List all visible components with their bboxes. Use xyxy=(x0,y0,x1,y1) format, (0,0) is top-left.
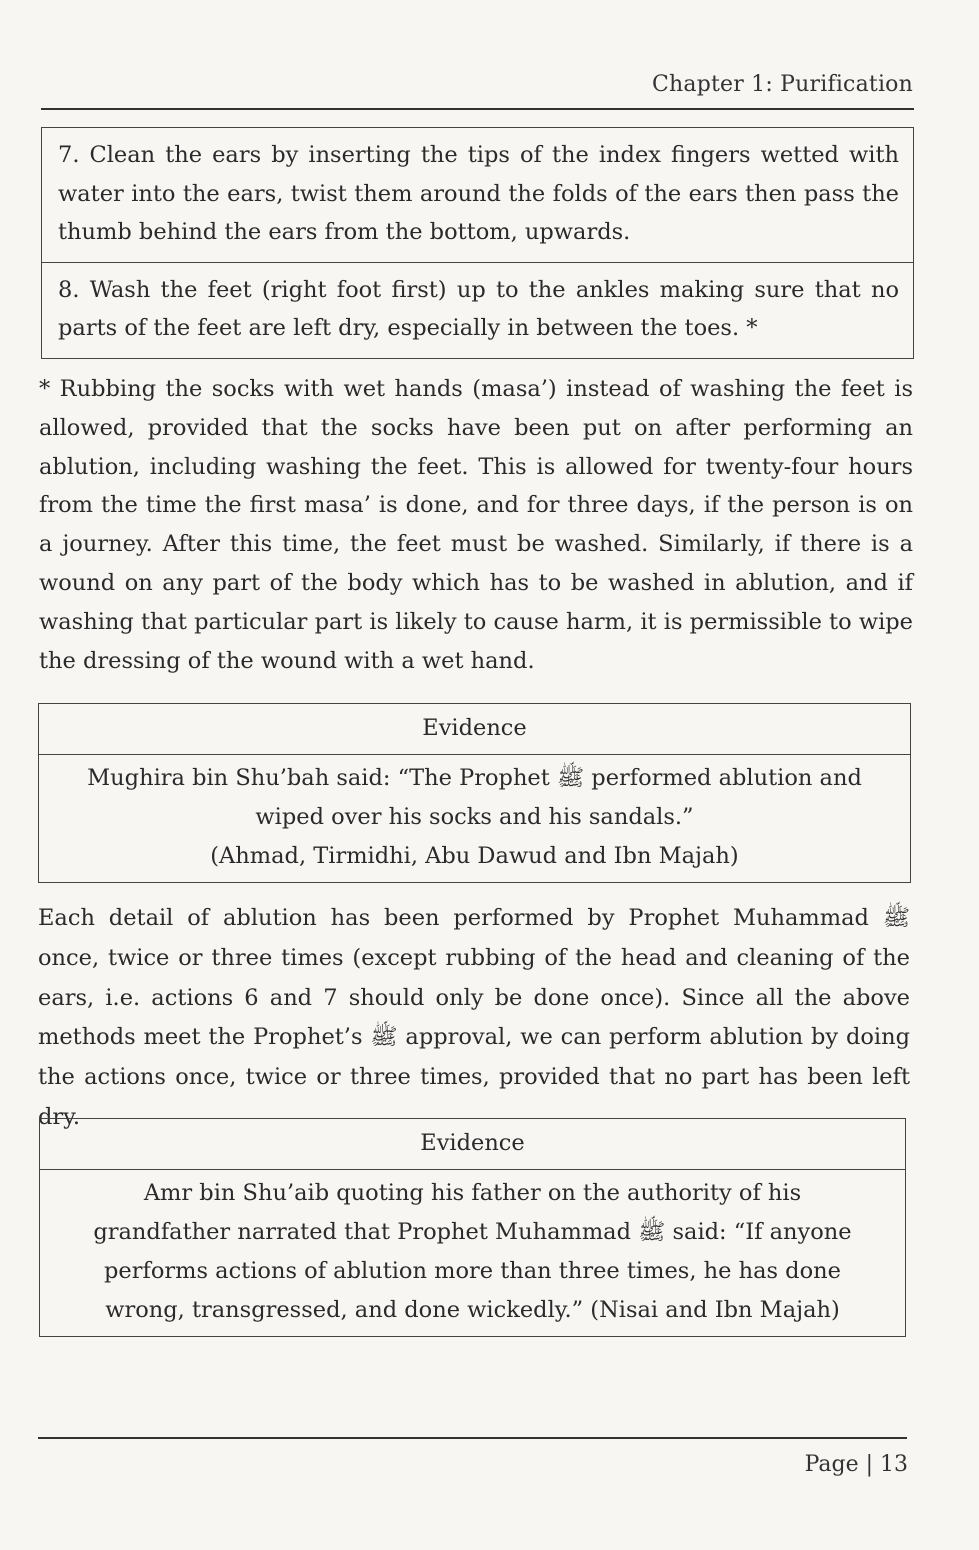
evidence-text xyxy=(40,1170,905,1336)
evidence-line: Mughira bin Shu’bah said: “The Prophet ﷺ performed ablution and xyxy=(87,765,862,791)
evidence-line: performs actions of ablution more than three times, he has done xyxy=(104,1258,841,1284)
evidence-box-socks xyxy=(38,703,911,883)
evidence-box-repetition xyxy=(39,1118,906,1337)
page-number: Page | 13 xyxy=(804,1452,908,1477)
evidence-line: wrong, transgressed, and done wickedly.” (Nisai and Ibn Majah) xyxy=(105,1297,840,1323)
chapter-header: Chapter 1: Purification xyxy=(651,72,913,97)
header-divider xyxy=(41,108,914,110)
evidence-line: wiped over his socks and his sandals.” xyxy=(255,804,694,830)
evidence-heading: Evidence xyxy=(39,704,910,755)
ablution-steps-table xyxy=(41,127,914,359)
evidence-heading: Evidence xyxy=(40,1119,905,1170)
evidence-line: Amr bin Shu’aib quoting his father on the authority of his xyxy=(143,1180,802,1206)
evidence-line: grandfather narrated that Prophet Muhammad ﷺ said: “If anyone xyxy=(93,1219,852,1245)
socks-footnote: * Rubbing the socks with wet hands (masa’) instead of washing the feet is allowed, provided that the socks have been put on after performing an ablution, including washing the feet. This is allowed for twenty-four hours from the time the first masa’ is done, and for three days, if the person is on a journey. After this time, the feet must be washed. Similarly, if there is a wound on any part of the body which has to be washed in ablution, and if washing that particular part is likely to cause harm, it is permissible to wipe the dressing of the wound with a wet hand. xyxy=(39,376,913,674)
repetition-summary: Each detail of ablution has been performed by Prophet Muhammad ﷺ once, twice or three times (except rubbing of the head and cleaning of the ears, i.e. actions 6 and 7 should only be done once). Since all the above methods meet the Prophet’s ﷺ approval, we can perform ablution by doing the actions once, twice or three times, provided that no part has been left dry. xyxy=(38,905,910,1130)
step-7: 7. Clean the ears by inserting the tips of the index fingers wetted with water into the ears, twist them around the folds of the ears then pass the thumb behind the ears from the bottom, upwards. xyxy=(58,142,899,245)
step-8: 8. Wash the feet (right foot first) up to the ankles making sure that no parts of the feet are left dry, especially in between the toes. * xyxy=(42,262,913,358)
footer-divider xyxy=(38,1437,907,1439)
evidence-text xyxy=(39,755,910,882)
evidence-citation: (Ahmad, Tirmidhi, Abu Dawud and Ibn Majah) xyxy=(210,843,739,869)
